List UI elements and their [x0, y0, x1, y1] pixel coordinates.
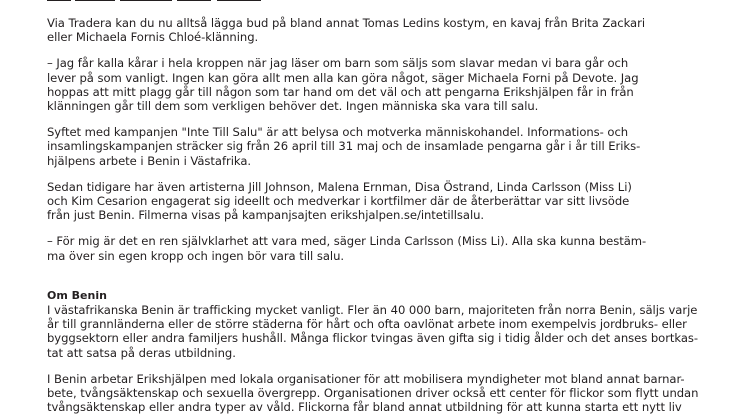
paragraph-artists: Sedan tidigare har även artisterna Jill Johnson, Malena Ernman, Disa Östrand, Linda Carlsson (Miss Li) och Kim Cesarion engagerat sig ideellt och medverkar i kortfilmer där de återberättar var sitt livsöde från just Benin. Filmerna visas på kampanjsajten erikshjalpen.se/intetillsalu. [47, 179, 632, 223]
section-heading-om-benin: Om Benin [47, 288, 107, 302]
article-body [47, 16, 699, 415]
clipped-text-line [47, 0, 267, 3]
paragraph-tradera: Via Tradera kan du nu alltså lägga bud på bland annat Tomas Ledins kostym, en kavaj från Brita Zackari eller Michaela Fornis Chloé-klänning. [47, 16, 645, 45]
paragraph-benin-work: I Benin arbetar Erikshjälpen med lokala organisationer för att mobilisera myndigheter mot bland annat barnar- bete, tvångsäktenskap och sexuella övergrepp. Organisationen driver också ett center för flickor som flytt undan tvångsäktenskap eller andra typer av våld. Flickorna får bland annat utbildning för att kunna starta ett nytt liv [47, 371, 699, 415]
paragraph-campaign-purpose: Syftet med kampanjen "Inte Till Salu" är att belysa och motverka människohandel. Informations- och insamlingskampanjen sträcker sig från 26 april till 31 maj och de insamlade pengarna går i år till Eriks- hjälpens arbete i Benin i Västafrika. [47, 125, 641, 168]
paragraph-forni-quote: – Jag får kalla kårar i hela kroppen när jag läser om barn som säljs som slavar medan vi bara går och lever på som vanligt. Ingen kan göra allt men alla kan göra något, säger Michaela Forni på Devote. Jag hoppas att mitt plagg går till någon som tar hand om det väl och att pengarna Erikshjälpen får in från klänningen går till dem som verkligen behöver det. Ingen människa ska vara till salu. [47, 56, 639, 114]
paragraph-miss-li-quote: – För mig är det en ren självklarhet att vara med, säger Linda Carlsson (Miss Li). Alla ska kunna bestäm- ma över sin egen kropp och ingen bör vara till salu. [47, 234, 647, 263]
paragraph-benin-trafficking: I västafrikanska Benin är trafficking mycket vanligt. Fler än 40 000 barn, majoriteten från norra Benin, säljs varje år till grannländerna eller de större städerna för hårt och ofta oavlönat arbete inom exempelvis jordbruks- eller byggsektorn eller andra familjers hushåll. Många flickor tvingas även gifta sig i tidig ålder och det anses bortkas- tat att satsa på deras utbildning. [47, 303, 699, 360]
